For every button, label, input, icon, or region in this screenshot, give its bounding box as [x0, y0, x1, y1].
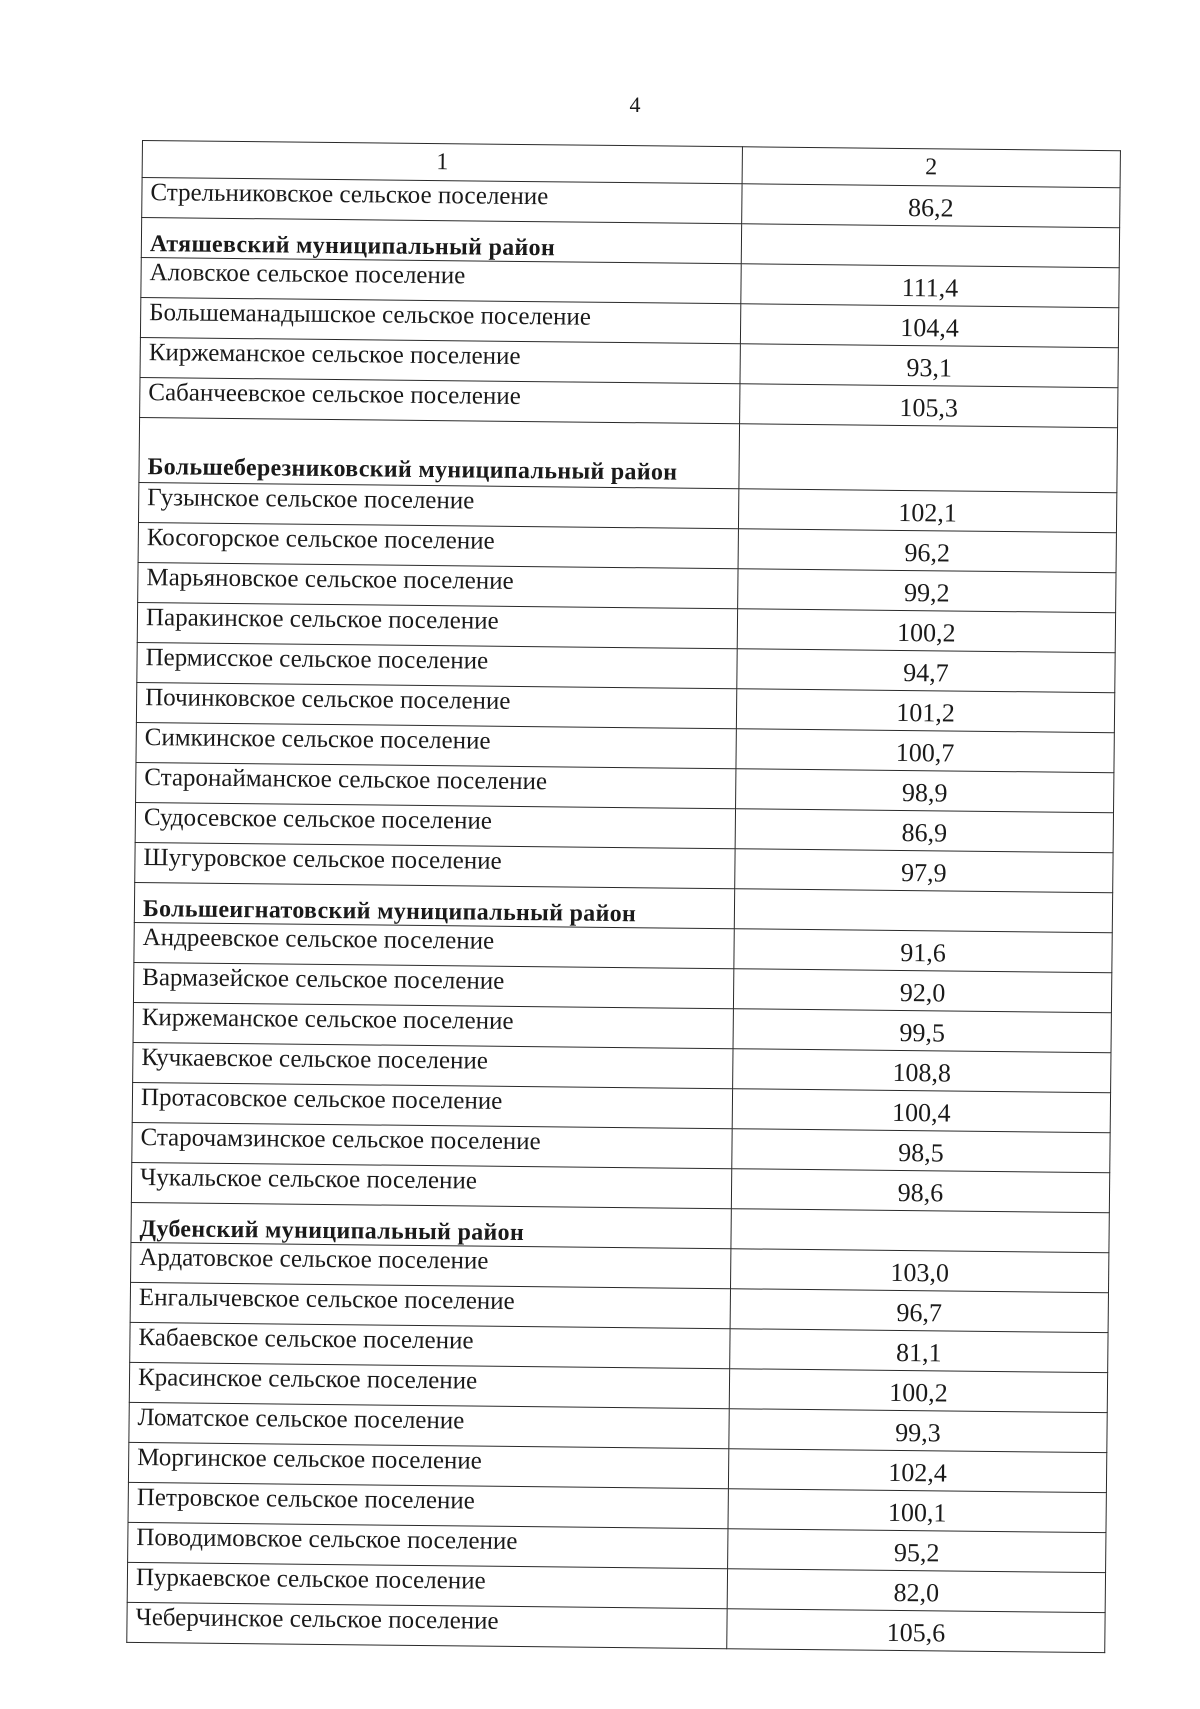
settlement-name: Паракинское сельское поселение — [137, 602, 737, 648]
district-row — [139, 417, 1118, 492]
settlement-name: Ломатское сельское поселение — [129, 1402, 729, 1448]
value-cell: 111,4 — [741, 264, 1119, 308]
settlement-name: Марьяновское сельское поселение — [138, 562, 738, 608]
settlement-name: Сабанчеевское сельское поселение — [140, 377, 740, 423]
value-cell: 98,6 — [731, 1169, 1109, 1213]
value-cell: 98,9 — [736, 769, 1114, 813]
table-body — [127, 141, 1121, 1653]
value-cell: 93,1 — [740, 344, 1118, 388]
settlement-name: Пуркаевское сельское поселение — [127, 1562, 727, 1608]
value-cell: 102,4 — [728, 1449, 1106, 1493]
value-cell: 95,2 — [728, 1529, 1106, 1573]
value-cell: 86,2 — [742, 184, 1120, 228]
value-cell: 100,2 — [729, 1369, 1107, 1413]
settlement-name: Протасовское сельское поселение — [132, 1082, 732, 1128]
settlement-name: Красинское сельское поселение — [129, 1362, 729, 1408]
district-name: Большеберезниковский муниципальный район — [139, 417, 740, 488]
value-cell: 91,6 — [734, 929, 1112, 973]
value-cell: 86,9 — [735, 809, 1113, 853]
value-cell — [731, 1209, 1109, 1253]
settlement-name: Косогорское сельское поселение — [138, 522, 738, 568]
settlement-name: Поводимовское сельское поселение — [128, 1522, 728, 1568]
column-header-2: 2 — [742, 147, 1120, 188]
settlement-name: Киржеманское сельское поселение — [133, 1002, 733, 1048]
district-name: Дубенский муниципальный район — [131, 1202, 731, 1248]
settlement-name: Андреевское сельское поселение — [134, 922, 734, 968]
value-cell: 100,1 — [728, 1489, 1106, 1533]
data-table — [126, 140, 1121, 1653]
settlement-name: Шугуровское сельское поселение — [135, 842, 735, 888]
value-cell: 100,7 — [736, 729, 1114, 773]
value-cell: 94,7 — [737, 649, 1115, 693]
settlement-name: Симкинское сельское поселение — [136, 722, 736, 768]
settlement-name: Починковское сельское поселение — [136, 682, 736, 728]
settlement-name: Старочамзинское сельское поселение — [132, 1122, 732, 1168]
value-cell: 97,9 — [735, 849, 1113, 893]
value-cell — [734, 889, 1112, 933]
value-cell: 98,5 — [732, 1129, 1110, 1173]
value-cell: 103,0 — [731, 1249, 1109, 1293]
settlement-name: Петровское сельское поселение — [128, 1482, 728, 1528]
settlement-name: Киржеманское сельское поселение — [140, 337, 740, 383]
settlement-name: Ардатовское сельское поселение — [131, 1242, 731, 1288]
document-sheet — [126, 140, 1120, 1653]
settlement-name: Кучкаевское сельское поселение — [133, 1042, 733, 1088]
settlement-name: Стрельниковское сельское поселение — [142, 178, 742, 224]
value-cell: 105,6 — [727, 1609, 1105, 1653]
settlement-name: Большеманадышское сельское поселение — [140, 297, 740, 343]
settlement-name: Кабаевское сельское поселение — [130, 1322, 730, 1368]
settlement-name: Старонайманское сельское поселение — [136, 762, 736, 808]
page-number: 4 — [629, 92, 641, 117]
value-cell: 99,5 — [733, 1009, 1111, 1053]
value-cell: 100,4 — [732, 1089, 1110, 1133]
settlement-name: Чеберчинское сельское поселение — [127, 1602, 727, 1648]
value-cell: 104,4 — [740, 304, 1118, 348]
value-cell: 96,2 — [738, 529, 1116, 573]
value-cell: 99,2 — [738, 569, 1116, 613]
value-cell: 96,7 — [730, 1289, 1108, 1333]
value-cell: 81,1 — [730, 1329, 1108, 1373]
value-cell: 82,0 — [727, 1569, 1105, 1613]
value-cell: 99,3 — [729, 1409, 1107, 1453]
settlement-name: Пермисское сельское поселение — [137, 642, 737, 688]
settlement-name: Аловское сельское поселение — [141, 257, 741, 303]
value-cell: 105,3 — [740, 384, 1118, 428]
value-cell: 108,8 — [733, 1049, 1111, 1093]
value-cell — [741, 224, 1119, 268]
district-name: Большеигнатовский муниципальный район — [134, 882, 734, 928]
settlement-name: Енгалычевское сельское поселение — [130, 1282, 730, 1328]
value-cell: 100,2 — [737, 609, 1115, 653]
settlement-name: Чукальское сельское поселение — [131, 1162, 731, 1208]
value-cell — [739, 424, 1118, 493]
value-cell: 101,2 — [736, 689, 1114, 733]
value-cell: 102,1 — [738, 489, 1116, 533]
district-name: Атяшевский муниципальный район — [141, 218, 741, 264]
column-header-1: 1 — [142, 141, 742, 184]
settlement-name: Вармазейское сельское поселение — [133, 962, 733, 1008]
settlement-name: Гузынское сельское поселение — [138, 482, 738, 528]
value-cell: 92,0 — [733, 969, 1111, 1013]
settlement-name: Судосевское сельское поселение — [135, 802, 735, 848]
settlement-name: Моргинское сельское поселение — [128, 1442, 728, 1488]
